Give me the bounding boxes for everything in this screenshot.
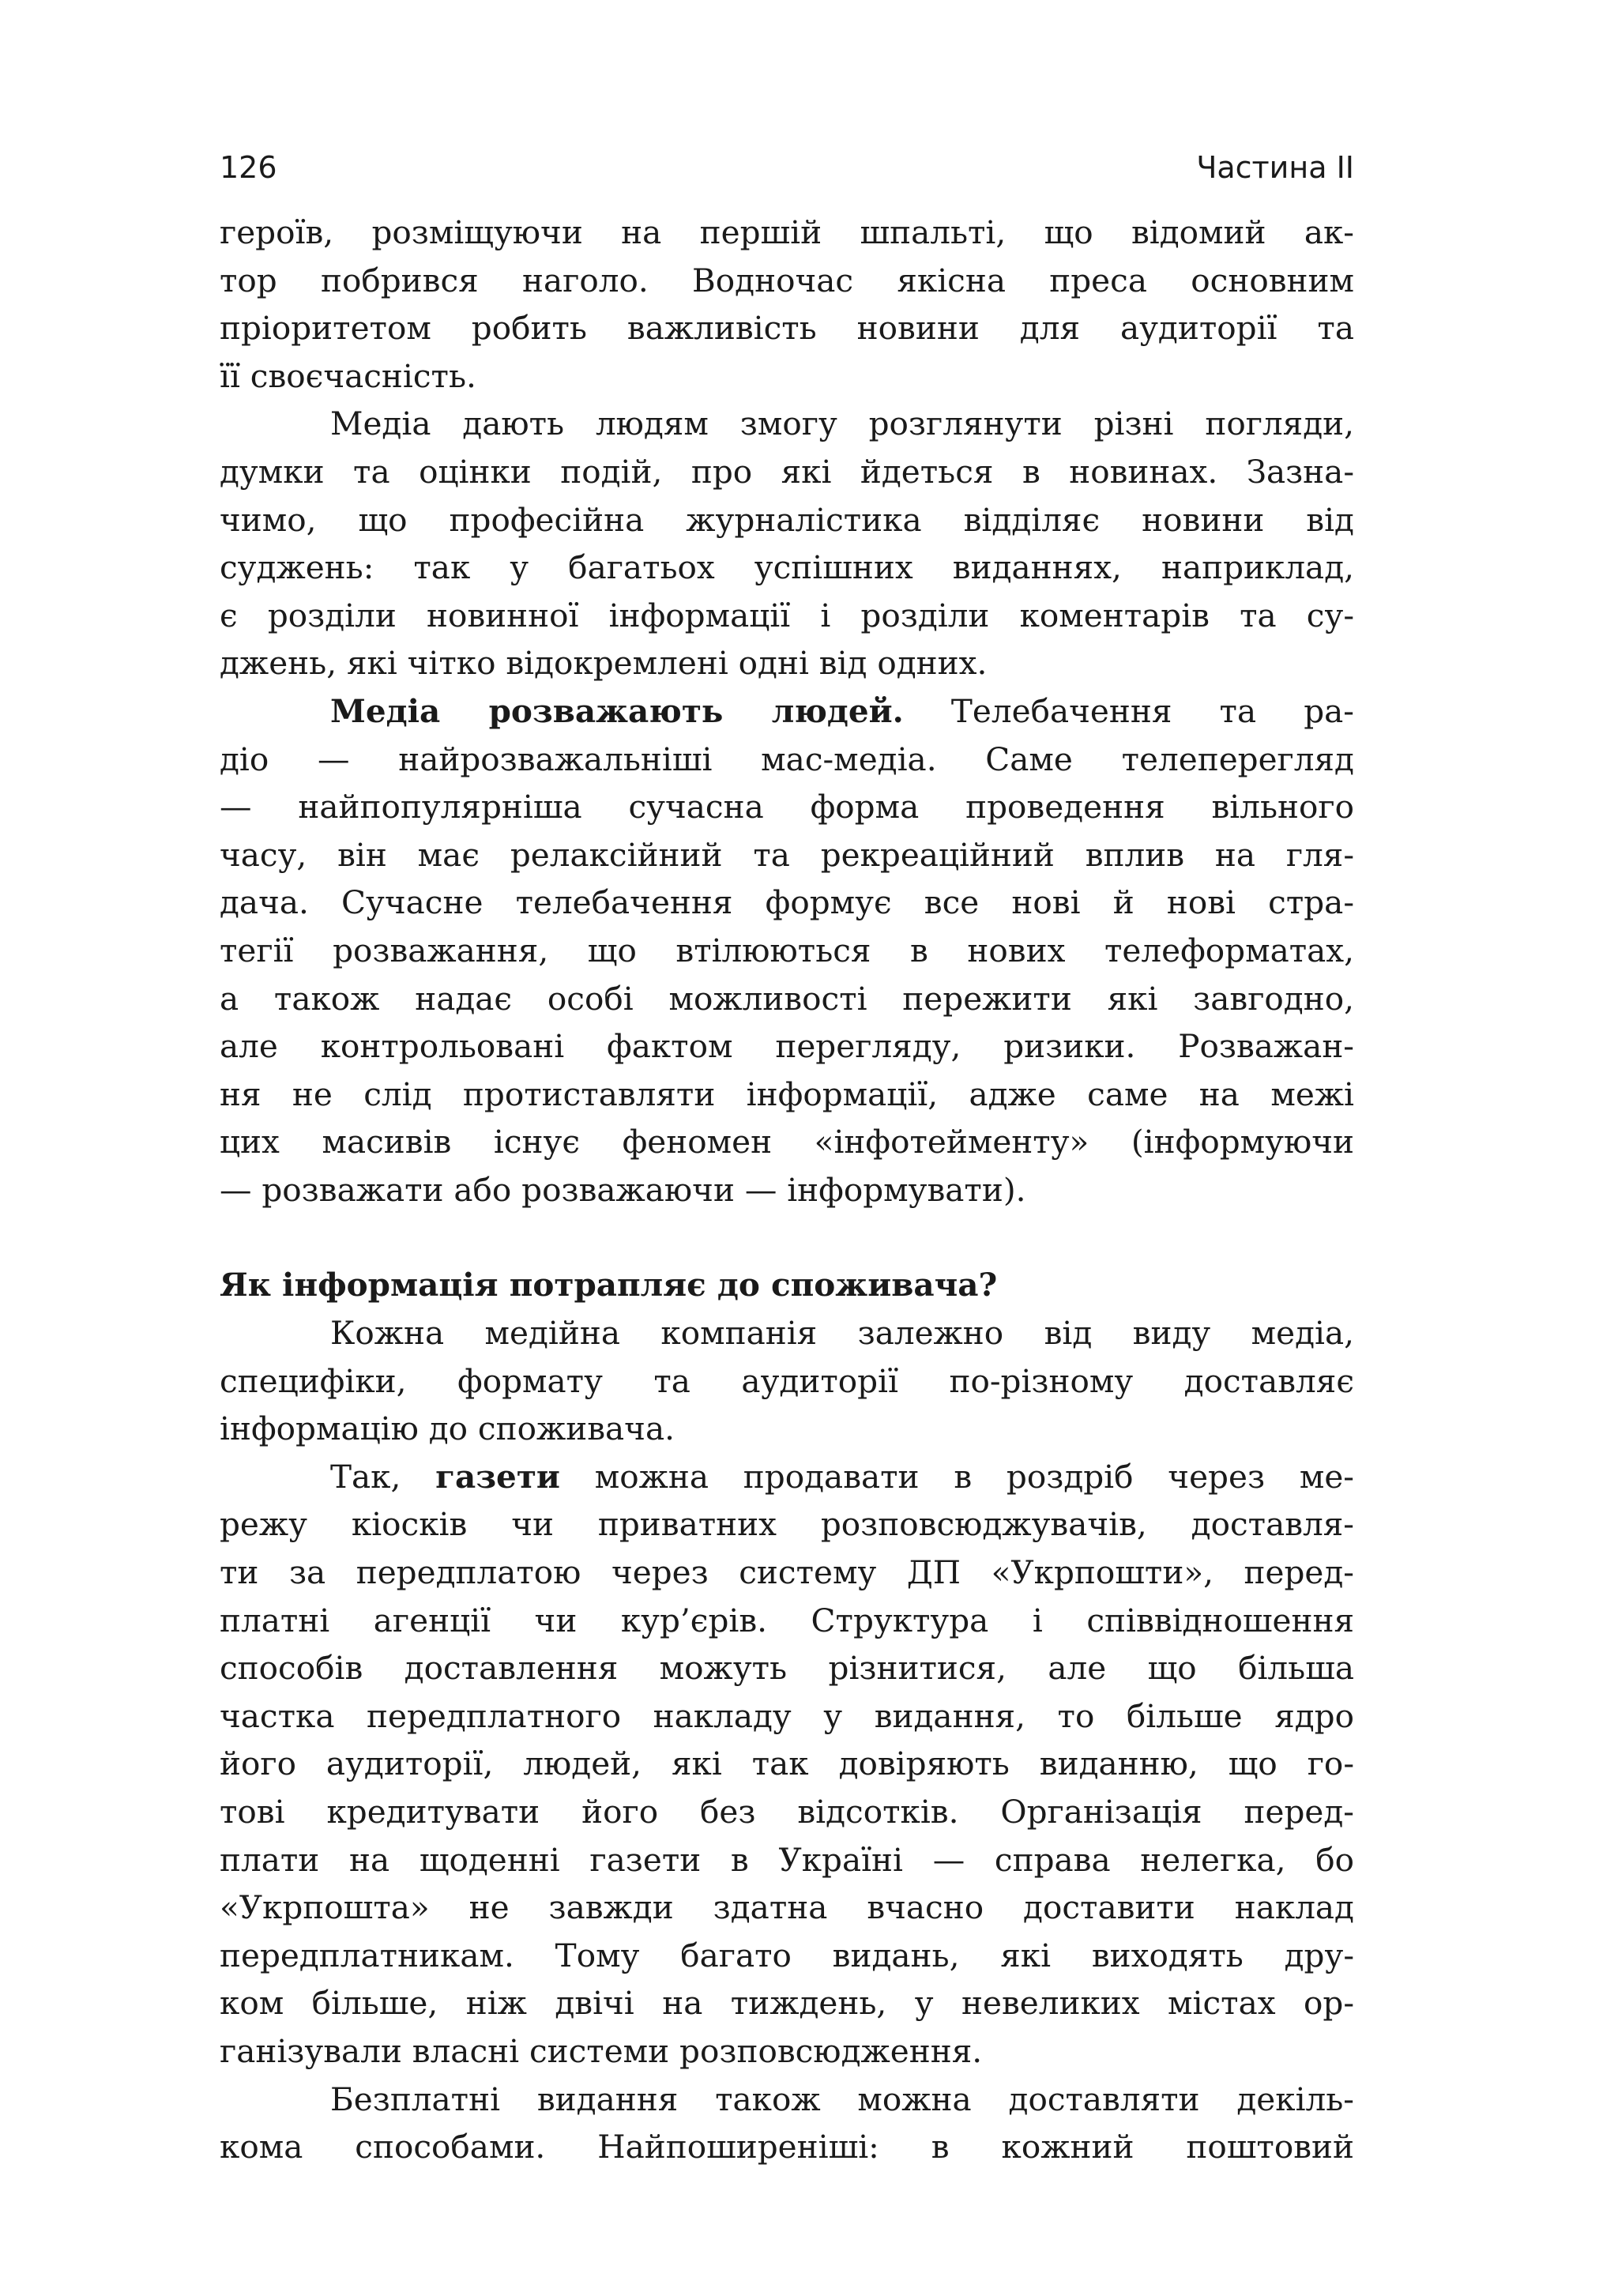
text-line: — розважати або розважаючи — інформувати). bbox=[220, 1170, 1026, 1209]
text-line: але контрольовані фактом перегляду, ризики. Розважан- bbox=[220, 1027, 1354, 1066]
text-line: чимо, що професійна журналістика відділяє новини від bbox=[220, 500, 1354, 539]
text-line: думки та оцінки подій, про які йдеться в новинах. Зазна- bbox=[220, 452, 1354, 491]
paragraph-3 bbox=[220, 687, 1354, 1214]
section-gap bbox=[220, 1214, 1354, 1261]
bold-term: газети bbox=[435, 1457, 560, 1496]
text-line: дача. Сучасне телебачення формує все нові й нові стра- bbox=[220, 883, 1354, 922]
paragraph-6 bbox=[220, 2076, 1354, 2171]
part-title: Частина II bbox=[1196, 150, 1354, 185]
text-line: пріоритетом робить важливість новини для аудиторії та bbox=[220, 309, 1354, 348]
text-line: суджень: так у багатьох успішних виданнях, наприклад, bbox=[220, 548, 1354, 587]
paragraph-1 bbox=[220, 209, 1354, 400]
heading-text: Як інформація потрапляє до споживача? bbox=[220, 1266, 998, 1304]
text-line: інформацію до споживача. bbox=[220, 1410, 675, 1448]
paragraph-5 bbox=[220, 1453, 1354, 2076]
lead-pre: Так, bbox=[330, 1457, 436, 1496]
paragraph-2 bbox=[220, 400, 1354, 687]
text-line: Безплатні видання також можна доставляти декіль- bbox=[330, 2080, 1354, 2118]
text-line: частка передплатного накладу у видання, то більше ядро bbox=[220, 1696, 1354, 1735]
book-page bbox=[220, 0, 1354, 2296]
lead-post: можна продавати в роздріб через ме- bbox=[559, 1457, 1354, 1496]
page-number: 126 bbox=[220, 150, 277, 185]
text-line: героїв, розміщуючи на першій шпальті, що відомий ак- bbox=[220, 213, 1354, 251]
text-line: Медіа дають людям змогу розглянути різні погляди, bbox=[330, 405, 1354, 443]
lead-rest: Телебачення та ра- bbox=[903, 691, 1354, 730]
text-line bbox=[220, 1453, 1354, 1501]
text-line: тові кредитувати його без відсотків. Організація перед- bbox=[220, 1793, 1354, 1831]
text-line: цих масивів існує феномен «інфотейменту» (інформуючи bbox=[220, 1123, 1354, 1161]
text-line: ганізували власні системи розповсюдження. bbox=[220, 2031, 983, 2070]
text-line: тор побрився наголо. Водночас якісна преса основним bbox=[220, 261, 1354, 299]
text-line bbox=[220, 687, 1354, 736]
section-heading bbox=[220, 1261, 1354, 1309]
text-line: джень, які чітко відокремлені одні від одних. bbox=[220, 644, 988, 683]
text-line: режу кіосків чи приватних розповсюджувачів, доставля- bbox=[220, 1505, 1354, 1544]
text-line: плати на щоденні газети в Україні — справа нелегка, бо bbox=[220, 1840, 1354, 1879]
text-line: її своєчасність. bbox=[220, 356, 476, 395]
page-body bbox=[220, 209, 1354, 2171]
text-line: Кожна медійна компанія залежно від виду медіа, bbox=[330, 1314, 1354, 1353]
text-line: ня не слід протиставляти інформації, адже саме на межі bbox=[220, 1075, 1354, 1113]
text-line: платні агенції чи кур’єрів. Структура і співвідношення bbox=[220, 1601, 1354, 1639]
text-line: способів доставлення можуть різнитися, але що більша bbox=[220, 1649, 1354, 1688]
text-line: часу, він має релаксійний та рекреаційний вплив на гля- bbox=[220, 835, 1354, 874]
bold-lead: Медіа розважають людей. bbox=[330, 691, 904, 730]
text-line: тегії розважання, що втілюються в нових телеформатах, bbox=[220, 931, 1354, 969]
text-line: ком більше, ніж двічі на тиждень, у невеликих містах ор- bbox=[220, 1984, 1354, 2023]
text-line: є розділи новинної інформації і розділи коментарів та су- bbox=[220, 596, 1354, 634]
text-line: а також надає особі можливості пережити які завгодно, bbox=[220, 979, 1354, 1018]
text-line: — найпопулярніша сучасна форма проведення вільного bbox=[220, 788, 1354, 826]
text-line: його аудиторії, людей, які так довіряють виданню, що го- bbox=[220, 1745, 1354, 1783]
text-line: ти за передплатою через систему ДП «Укрпошти», перед- bbox=[220, 1553, 1354, 1592]
text-line: специфіки, формату та аудиторії по-різному доставляє bbox=[220, 1361, 1354, 1400]
text-line: кома способами. Найпоширеніші: в кожний поштовий bbox=[220, 2128, 1354, 2166]
text-line: «Укрпошта» не завжди здатна вчасно доставити наклад bbox=[220, 1888, 1354, 1927]
paragraph-4 bbox=[220, 1309, 1354, 1453]
text-line: передплатникам. Тому багато видань, які виходять дру- bbox=[220, 1936, 1354, 1974]
text-line: діо — найрозважальніші мас-медіа. Саме телеперегляд bbox=[220, 740, 1354, 778]
